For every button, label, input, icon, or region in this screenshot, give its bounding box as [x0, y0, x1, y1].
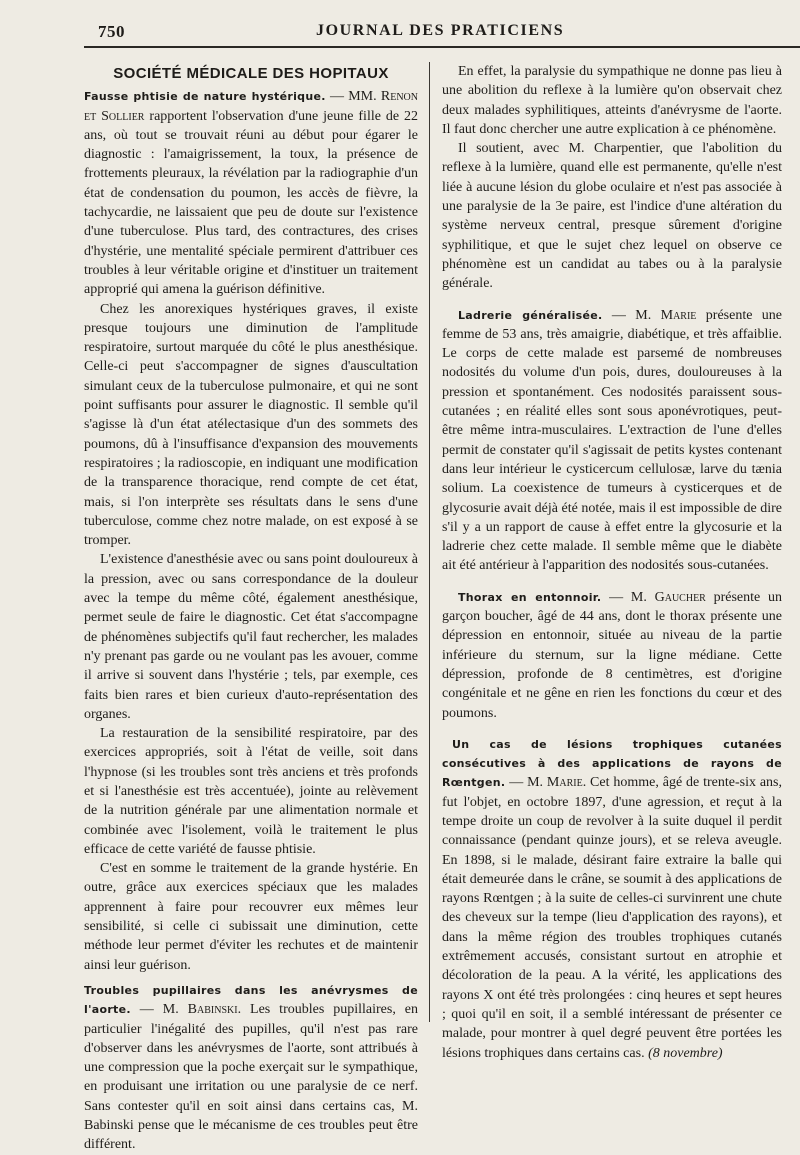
dash-lead: — M.: [602, 307, 661, 323]
dash-lead: — M.: [505, 775, 547, 791]
paragraph: C'est en somme le traitement de la grande hystérie. En outre, grâce aux exercices spéciaux que les malades apprennent à faire pour recouvrer eux mêmes leur sensibilité, si celle ci subissait une diminution, cette méthode leur permet d'éviter les rechutes et de maintenir ainsi leur guérison.: [84, 861, 418, 973]
page-header: [84, 18, 800, 46]
journal-title: JOURNAL DES PRATICIENS: [316, 22, 565, 39]
session-date: (8 novembre): [648, 1045, 723, 1061]
paragraph: [442, 735, 782, 1063]
paragraph: [84, 87, 418, 299]
column-divider: [429, 62, 430, 1022]
paragraph-text: présente un garçon boucher, âgé de 44 ans, dont le thorax présente une dépression en entonnoir, située au niveau de la partie inférieure du sternum, sur la ligne médiane. Cette dépression, profonde de 8 centimètres, est d'origine congénitale et ne gêne en rien les fonctions du cœur et des poumons.: [442, 589, 782, 721]
article-ladrerie: [442, 306, 782, 576]
article-heading: Thorax en entonnoir.: [458, 590, 602, 604]
article-authors: Marie: [660, 307, 697, 323]
right-column: [442, 62, 782, 1063]
paragraph: [442, 306, 782, 576]
dash-lead: — M.: [601, 589, 655, 605]
dash-lead: — M.: [130, 1002, 188, 1018]
article-heading: Ladrerie généralisée.: [458, 308, 603, 322]
page-number: 750: [98, 22, 125, 41]
article-heading: Un cas de lésions trophiques cutanées consécutives à des applications de rayons de Rœntgen.: [442, 737, 782, 790]
article-authors: Gaucher: [654, 589, 706, 605]
article-heading: Fausse phtisie de nature hystérique.: [84, 90, 326, 104]
article-heading: Troubles pupillaires dans les anévrysmes de l'aorte.: [84, 983, 418, 1017]
article-authors: Babinski: [187, 1002, 238, 1018]
paragraph-text: rapportent l'observation d'une jeune fille de 22 ans, où tout se trouvait réuni au début pour égarer le diagnostic : l'amaigrissement, la toux, la présence de frottements pleuraux, la révélation par la radiographie d'un état de condensation du poumon, les accès de fièvre, la tachycardie, ne laissaient que peu de doute sur l'existence d'une tuberculose. Plus tard, des contractures, des crises d'hystérie, une mentalité spéciale permirent d'attribuer ces troubles à leur véritable origine et d'instituer un traitement approprié qui amena la guérison définitive.: [84, 108, 418, 298]
paragraph-text: . Les troubles pupillaires, en particulier l'inégalité des pupilles, qu'il n'est pas rare d'observer dans les anévrysmes de l'aorte, sont attribués à une compression que la poche exerçait sur le sympathique, en produisant une irritation ou une paralysie de ce nerf. Sans contester qu'il en soit ainsi dans certains cas, M. Babinski pense que le mécanisme de ces troubles peut être différent.: [84, 1002, 418, 1153]
article-thorax: [442, 588, 782, 723]
paragraph-text: présente une femme de 53 ans, très amaigrie, diabétique, et très affaiblie. Le corps de cette malade est parsemé de nombreuses nodosités du volume d'un pois, dures, douloureuses à la pression et spontanément. Ces nodosités paraissent sous-cutanées ; en réalité elles sont sous aponévrotiques, peut-être même intra-musculaires. L'extraction de l'une d'elles permit de constater qu'il s'agissait de petits kystes contenant dans leur intérieur le cysticercum cellulosæ, larve du tænia solium. La coexistence de tumeurs à cysticerques et de glycosurie avait déjà été notée, mais il est impossible de dire s'il y a un rapport de cause à effet entre la glycosurie et la ladrerie chez cette malade. Il semble même que le diabète ait été antérieur à l'apparition des nodosités sous-cutanées.: [442, 307, 783, 574]
paragraph-text: . Cet homme, âgé de trente-six ans, fut l'objet, en octobre 1897, d'une agression, et reçut à la tempe droite un coup de revolver à la suite duquel il perdit connaissance (pendant quinze jours), et se releva aveugle. En 1898, si le malade, désirant faire extraire la balle qui était demeurée dans le crâne, se soumit à des applications de rayons Rœntgen ; à la suite de celles-ci survinrent une chute des cheveux sur la tempe (lieu d'application des rayons), et dans la même région des troubles trophiques cutanés extrêmement accusés, consistant surtout en atrophie et décoloration de la peau. A la vérité, les applications des rayons X ont été très prolongées : cinq heures et sept heures ; quoi qu'il en soit, il a semblé intéressant de présenter ce malade, pour montrer à quel degré peuvent être portées les lésions trophiques dans certains cas.: [442, 775, 783, 1061]
paragraph: [442, 588, 782, 723]
article-lesions-trophiques: [442, 735, 782, 1063]
article-troubles-pupillaires: [84, 981, 418, 1155]
left-column: [84, 62, 418, 1155]
paragraph: L'existence d'anesthésie avec ou sans point douloureux à la pression, avec ou sans correspondance de la douleur avec la tempe du même côté, également anesthésique, permet seule de faire le diagnostic. Cet état s'accompagne de phénomènes subjectifs qu'il faut rechercher, les malades n'y prenant pas garde ou ne voulant pas les avouer, comme il arrive si souvent dans l'hystérie ; tels, par exemple, ces faits bien rares et bien curieux d'auto-représentation des organes.: [84, 552, 418, 722]
article-authors: Renon et Sollier: [84, 89, 418, 124]
header-rule: [84, 46, 800, 48]
paragraph: En effet, la paralysie du sympathique ne donne pas lieu à une abolition du reflexe à la lumière qu'on observait chez deux malades syphilitiques, atteints d'anévrysme de l'aorte. Il faut donc chercher une autre explication à ce phénomène.: [442, 64, 782, 137]
dash-lead: — MM.: [325, 89, 381, 105]
article-authors: Marie: [546, 775, 583, 791]
paragraph: Il soutient, avec M. Charpentier, que l'abolition du reflexe à la lumière, quand elle est permanente, qu'elle n'est liée à aucune lésion du globe oculaire et n'est pas associée à une paralysie de la 3e paire, est l'indice d'une altération du système nerveux central, presque sûrement d'origine syphilitique, et que le sujet chez lequel on observe ce phénomène est un candidat au tabes ou à la paralysie générale.: [442, 141, 782, 292]
paragraph: [84, 981, 418, 1155]
article-fausse-phtisie: [84, 87, 418, 975]
paragraph: La restauration de la sensibilité respiratoire, par des exercices appropriés, soit à l'état de veille, soit dans l'hypnose (si les troubles sont très anciens et très profonds et si l'anesthésie est très accentuée), jointe au relèvement de la nutrition générale par une alimentation normale et combinée avec l'isolement, voilà le traitement le plus efficace de cette variété de fausse phtisie.: [84, 726, 418, 857]
paragraph: Chez les anorexiques hystériques graves, il existe presque toujours une diminution de l'amplitude respiratoire, surtout marquée du côté le plus anesthésique. Celle-ci peut s'accompagner de signes d'auscultation simulant ceux de la tuberculose pulmonaire, et qui ne sont point suffisants pour assurer le diagnostic. Il semble qu'il s'agisse là d'un état atélectasique d'un des sommets des poumons, dû à l'insuffisance d'expansion des mouvements respiratoires ; la radioscopie, en indiquant une modification de la transparence thoracique, rend compte de cet état, mais, si l'on interprète ses résultats dans le sens d'une tuberculose, comme chez notre malade, on est exposé à se tromper.: [84, 301, 418, 549]
society-title: SOCIÉTÉ MÉDICALE DES HOPITAUX: [113, 65, 389, 82]
